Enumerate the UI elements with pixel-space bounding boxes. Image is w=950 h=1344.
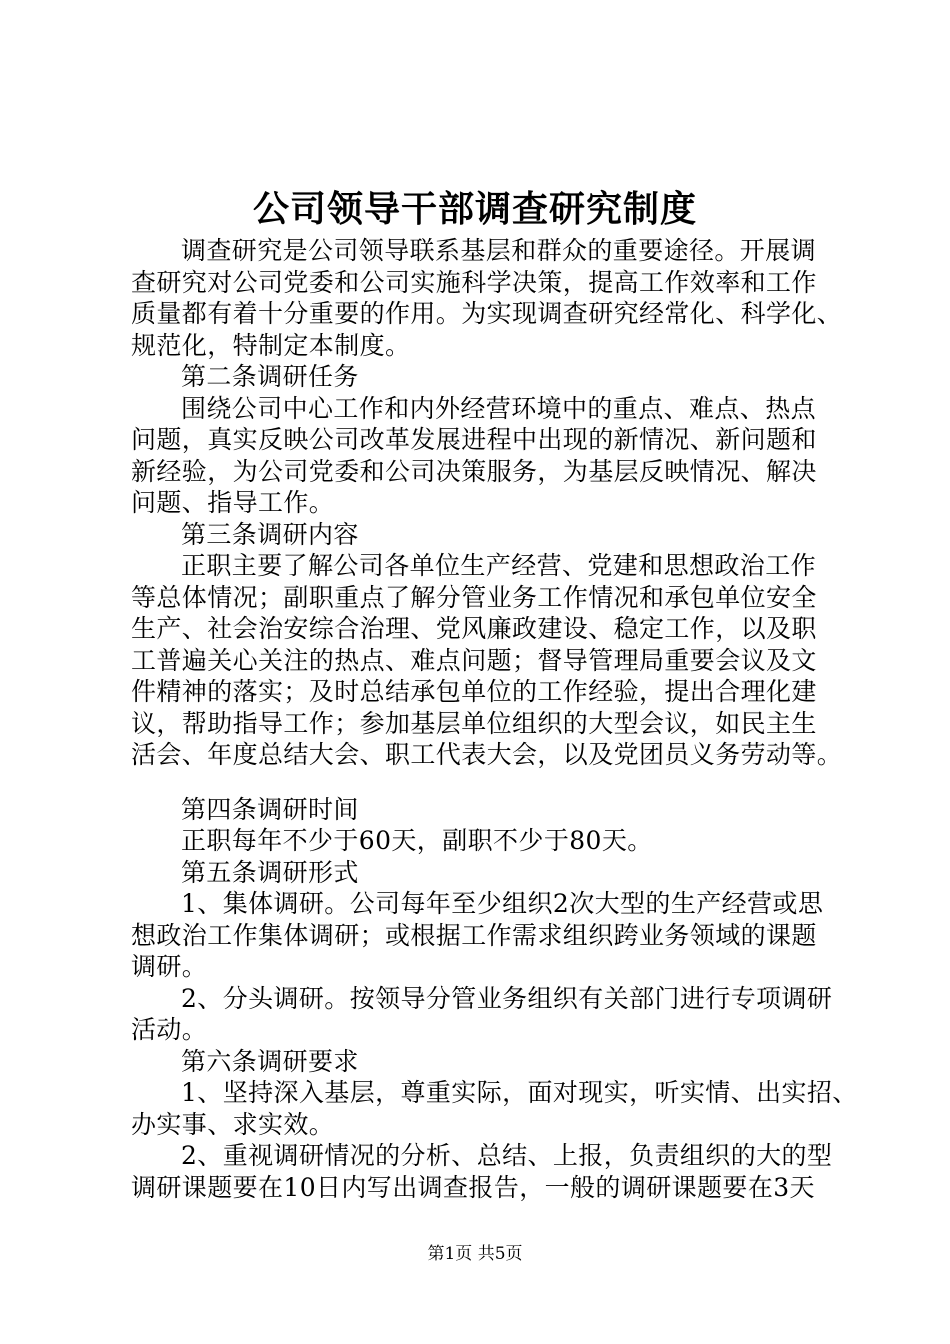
paragraph-line: 议，帮助指导工作；参加基层单位组织的大型会议，如民主生: [131, 708, 817, 738]
document-title: 公司领导干部调查研究制度: [252, 188, 697, 230]
paragraph-line: 1、坚持深入基层，尊重实际，面对现实，听实情、出实招、: [181, 1078, 858, 1107]
paragraph-gap: [131, 771, 851, 794]
section-heading: 第二条调研任务: [181, 362, 359, 391]
paragraph-line: 活会、年度总结大会、职工代表大会，以及党团员义务劳动等。: [131, 740, 843, 769]
page-number: 第1页 共5页: [427, 1244, 523, 1264]
paragraph-line: 正职主要了解公司各单位生产经营、党建和思想政治工作: [181, 551, 817, 580]
paragraph-line: 问题、指导工作。: [131, 488, 335, 517]
paragraph-line: 调查研究是公司领导联系基层和群众的重要途径。开展调: [181, 236, 817, 265]
paragraph-line: 调研。: [131, 952, 208, 981]
paragraph-line: 想政治工作集体调研；或根据工作需求组织跨业务领域的课题: [131, 920, 817, 950]
paragraph-line: 办实事、求实效。: [131, 1109, 335, 1139]
paragraph-line: 围绕公司中心工作和内外经营环境中的重点、难点、热点: [181, 393, 817, 423]
document-body: [131, 235, 858, 1203]
section-heading: 第五条调研形式: [181, 857, 359, 887]
paragraph-line: 1、集体调研。公司每年至少组织2次大型的生产经营或思: [181, 889, 824, 918]
paragraph-line: 活动。: [131, 1015, 208, 1044]
paragraph-line: 查研究对公司党委和公司实施科学决策，提高工作效率和工作: [131, 267, 817, 297]
paragraph-line: 正职每年不少于60天，副职不少于80天。: [181, 826, 653, 855]
paragraph-line: 2、分头调研。按领导分管业务组织有关部门进行专项调研: [181, 983, 833, 1013]
section-heading: 第四条调研时间: [181, 794, 359, 824]
section-heading: 第三条调研内容: [181, 519, 359, 549]
paragraph-line: 等总体情况；副职重点了解分管业务工作情况和承包单位安全: [131, 582, 817, 612]
paragraph-line: 质量都有着十分重要的作用。为实现调查研究经常化、科学化、: [131, 299, 843, 328]
paragraph-line: 工普遍关心关注的热点、难点问题；督导管理局重要会议及文: [131, 645, 817, 675]
paragraph-line: 新经验，为公司党委和公司决策服务，为基层反映情况、解决: [131, 456, 817, 486]
paragraph-line: 调研课题要在10日内写出调查报告，一般的调研课题要在3天: [131, 1172, 815, 1202]
paragraph-line: 规范化，特制定本制度。: [131, 330, 411, 360]
section-heading: 第六条调研要求: [181, 1046, 359, 1076]
paragraph-line: 件精神的落实；及时总结承包单位的工作经验，提出合理化建: [131, 677, 817, 706]
paragraph-line: 2、重视调研情况的分析、总结、上报，负责组织的大的型: [181, 1141, 833, 1170]
paragraph-line: 问题，真实反映公司改革发展进程中出现的新情况、新问题和: [131, 425, 817, 454]
paragraph-line: 生产、社会治安综合治理、党风廉政建设、稳定工作，以及职: [131, 614, 817, 643]
